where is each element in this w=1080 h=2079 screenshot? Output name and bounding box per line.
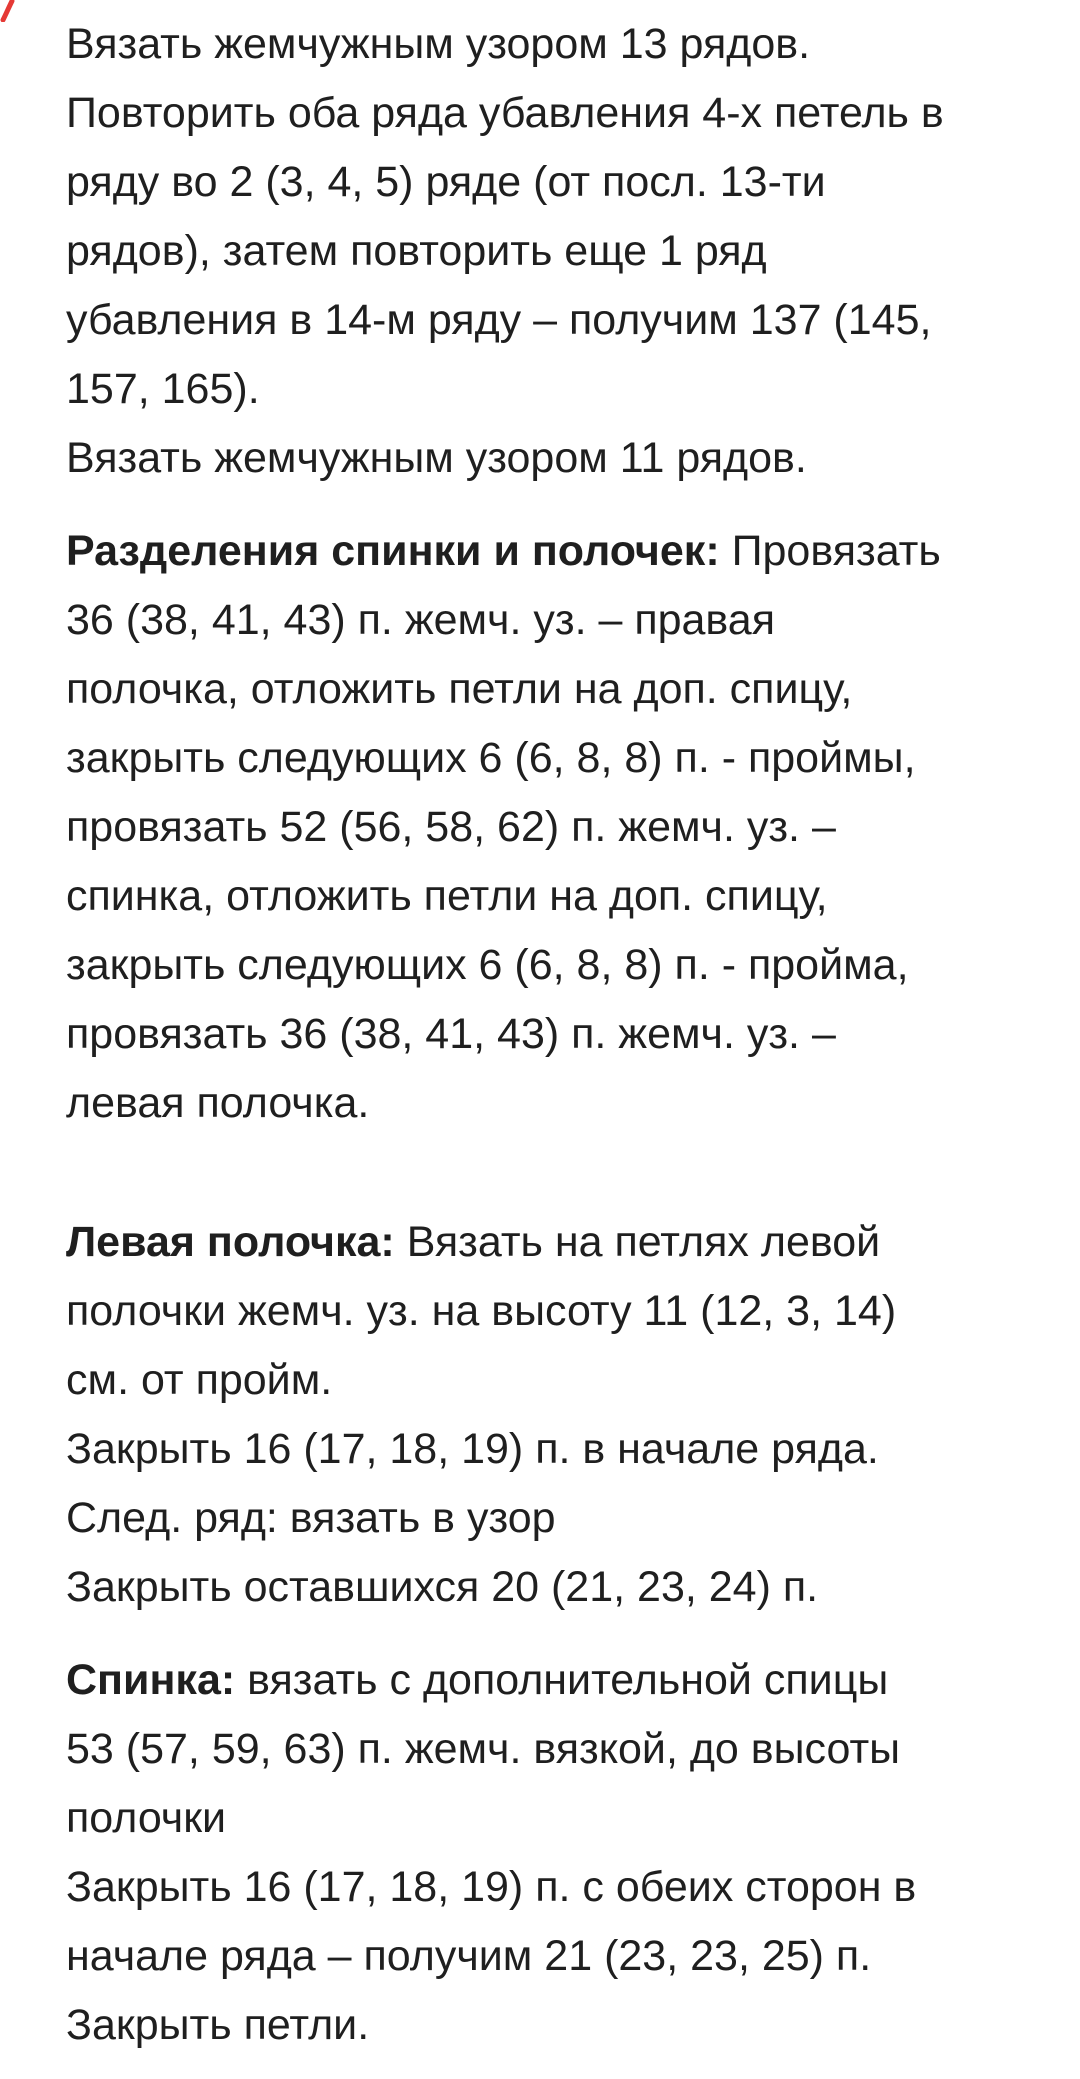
text-line: левая полочка.	[66, 1079, 370, 1127]
text-line: убавления в 14-м ряду – получим 137 (145,	[66, 296, 932, 344]
text-line: провязать 52 (56, 58, 62) п. жемч. уз. –	[66, 803, 836, 851]
text-line	[66, 1646, 1056, 1715]
text-line	[66, 517, 1056, 586]
text-run: вязать с дополнительной спицы	[235, 1656, 889, 1704]
text-line: След. ряд: вязать в узор	[66, 1494, 556, 1542]
text-line: Повторить оба ряда убавления 4-х петель в	[66, 89, 944, 137]
text-run: Вязать на петлях левой	[394, 1218, 881, 1266]
text-line: 36 (38, 41, 43) п. жемч. уз. – правая	[66, 596, 775, 644]
paragraph-division	[66, 517, 1056, 1138]
section-heading: Спинка:	[66, 1656, 236, 1704]
text-line: Закрыть 16 (17, 18, 19) п. с обеих сторон в	[66, 1863, 917, 1911]
text-line: спинка, отложить петли на доп. спицу,	[66, 872, 828, 920]
text-line: начале ряда – получим 21 (23, 23, 25) п.	[66, 1932, 872, 1980]
paragraph-back	[66, 1646, 1056, 2060]
paragraph-left-front	[66, 1208, 1056, 1622]
section-heading: Разделения спинки и полочек:	[66, 527, 720, 575]
text-line: см. от пройм.	[66, 1356, 333, 1404]
text-line: Вязать жемчужным узором 13 рядов.	[66, 20, 811, 68]
section-heading: Левая полочка:	[66, 1218, 395, 1266]
text-line: 157, 165).	[66, 365, 260, 413]
text-line: закрыть следующих 6 (6, 8, 8) п. - проймы,	[66, 734, 916, 782]
text-line: провязать 36 (38, 41, 43) п. жемч. уз. –	[66, 1010, 836, 1058]
text-line: Закрыть петли.	[66, 2001, 370, 2049]
knitting-instructions	[66, 10, 1056, 2060]
text-line: полочки	[66, 1794, 227, 1842]
text-line	[66, 1208, 1056, 1277]
text-line: 53 (57, 59, 63) п. жемч. вязкой, до высоты	[66, 1725, 901, 1773]
paragraph-intro	[66, 10, 1056, 493]
text-line: закрыть следующих 6 (6, 8, 8) п. - пройма,	[66, 941, 909, 989]
text-line: полочка, отложить петли на доп. спицу,	[66, 665, 853, 713]
text-line: рядов), затем повторить еще 1 ряд	[66, 227, 767, 275]
text-line: ряду во 2 (3, 4, 5) ряде (от посл. 13-ти	[66, 158, 826, 206]
text-line: Закрыть 16 (17, 18, 19) п. в начале ряда.	[66, 1425, 879, 1473]
text-line: полочки жемч. уз. на высоту 11 (12, 3, 14)	[66, 1287, 897, 1335]
text-run: Провязать	[719, 527, 941, 575]
red-pen-mark	[0, 0, 18, 22]
text-line: Закрыть оставшихся 20 (21, 23, 24) п.	[66, 1563, 819, 1611]
text-line: Вязать жемчужным узором 11 рядов.	[66, 434, 807, 482]
